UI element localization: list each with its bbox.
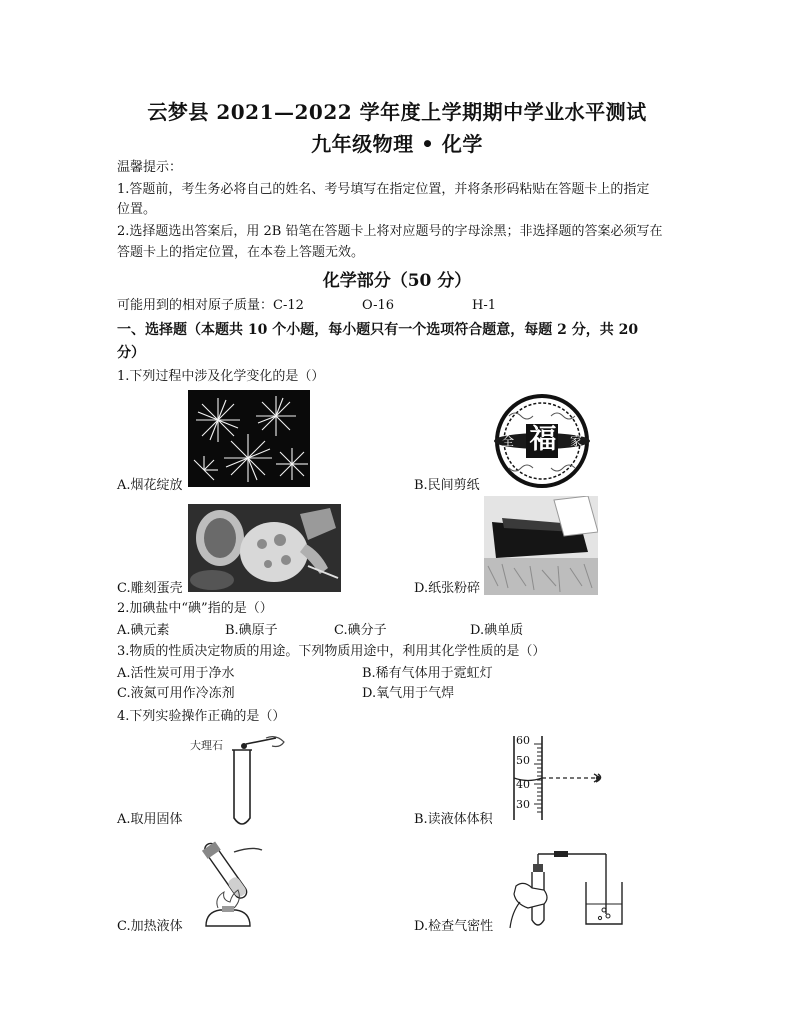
- q3-option-b: B.稀有气体用于霓虹灯: [362, 666, 493, 681]
- eggshell-carving-image: [188, 504, 341, 592]
- notice-item2-line1: 2.选择题选出答案后，用 2B 铅笔在答题卡上将对应题号的字母涂黑；非选择题的答案必须写在: [117, 224, 663, 239]
- tick-60: 60: [516, 734, 530, 747]
- q3-option-d: D.氧气用于气焊: [362, 686, 455, 701]
- q1-option-a: A.烟花绽放: [117, 478, 183, 493]
- papercut-right-character: 家: [570, 434, 583, 448]
- fireworks-image: [188, 390, 310, 487]
- paper-subtitle: 九年级物理 • 化学: [311, 132, 483, 156]
- notice-item2-line2: 答题卡上的指定位置，在本卷上答题无效。: [117, 245, 365, 260]
- notice-heading: 温馨提示：: [117, 160, 183, 175]
- airtightness-check-diagram: [506, 842, 624, 930]
- papercut-image: [484, 392, 600, 491]
- tick-40: 40: [516, 778, 530, 791]
- q1-option-d: D.纸张粉碎: [414, 581, 481, 596]
- q2-option-c: C.碘分子: [334, 623, 387, 638]
- paper-shredder-image: [484, 496, 598, 595]
- q1-option-b: B.民间剪纸: [414, 478, 480, 493]
- atomic-mass-label: 可能用到的相对原子质量：: [117, 298, 274, 313]
- q1-stem: 1.下列过程中涉及化学变化的是（）: [117, 369, 325, 384]
- q3-option-a: A.活性炭可用于净水: [117, 666, 235, 681]
- part1-heading-line2: 分）: [117, 345, 145, 361]
- atomic-o: O-16: [362, 298, 395, 313]
- atomic-h: H-1: [472, 298, 497, 313]
- q1-option-c: C.雕刻蛋壳: [117, 581, 183, 596]
- q2-option-a: A.碘元素: [117, 623, 170, 638]
- papercut-left-character: 全: [502, 434, 515, 448]
- q2-option-d: D.碘单质: [470, 623, 524, 638]
- part1-heading-line1: 一、选择题（本题共 10 个小题，每小题只有一个选项符合题意，每题 2 分，共 20: [117, 322, 639, 338]
- q4-option-b: B.读液体体积: [414, 812, 493, 827]
- tick-50: 50: [516, 754, 530, 767]
- q4-option-d: D.检查气密性: [414, 919, 494, 934]
- paper-title: 云梦县 2021—2022 学年度上学期期中学业水平测试: [147, 100, 647, 124]
- q4-option-a: A.取用固体: [117, 812, 183, 827]
- marble-label: 大理石: [190, 739, 223, 752]
- atomic-mass-line: [117, 295, 687, 317]
- papercut-fu-character: 福: [529, 424, 557, 455]
- q2-option-b: B.碘原子: [225, 623, 278, 638]
- tick-30: 30: [516, 798, 530, 811]
- notice-item1-line2: 位置。: [117, 202, 157, 217]
- graduated-cylinder-diagram: [508, 734, 610, 820]
- q4-option-c: C.加热液体: [117, 919, 183, 934]
- atomic-c: C-12: [273, 298, 304, 313]
- heating-liquid-diagram: [184, 834, 268, 932]
- q3-option-c: C.液氮可用作冷冻剂: [117, 686, 235, 701]
- q4-stem: 4.下列实验操作正确的是（）: [117, 709, 286, 724]
- section-title: 化学部分（50 分）: [322, 271, 472, 291]
- q3-stem: 3.物质的性质决定物质的用途。下列物质用途中，利用其化学性质的是（）: [117, 644, 546, 659]
- notice-item1-line1: 1.答题前，考生务必将自己的姓名、考号填写在指定位置，并将条形码粘贴在答题卡上的指定: [117, 182, 650, 197]
- marble-test-tube-diagram: [186, 734, 286, 830]
- q2-stem: 2.加碘盐中“碘”指的是（）: [117, 601, 273, 616]
